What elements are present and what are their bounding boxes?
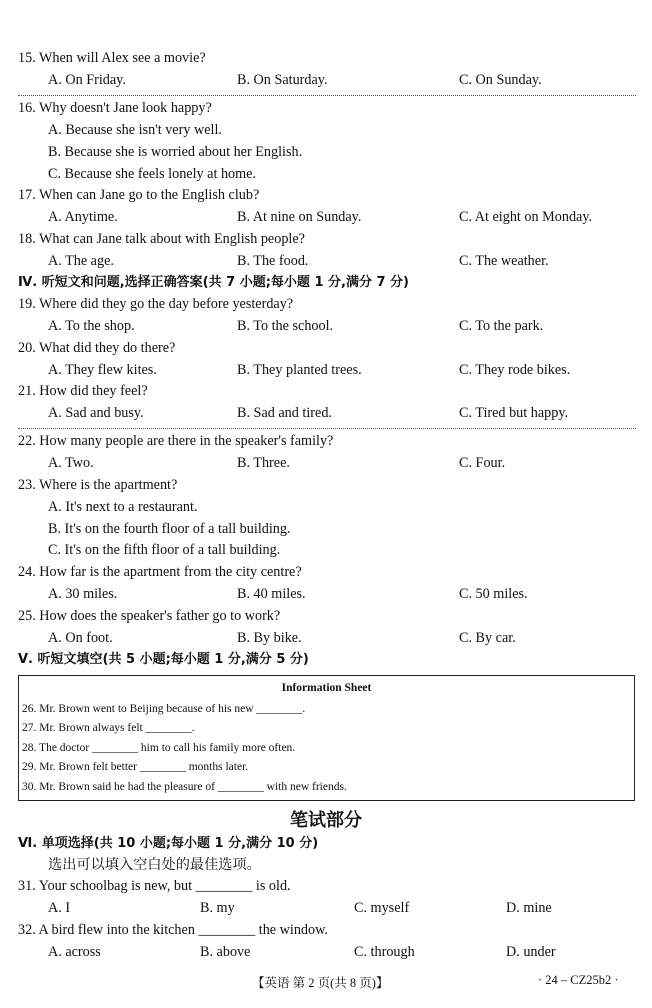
- question-23-option-c: C. It's on the fifth floor of a tall building.: [48, 542, 281, 558]
- written-part-title: 笔试部分: [290, 810, 362, 831]
- question-23-option-b: B. It's on the fourth floor of a tall building.: [48, 521, 291, 537]
- information-sheet: [18, 675, 635, 801]
- question-24-option-b: B. 40 miles.: [237, 586, 306, 602]
- question-22-option-c: C. Four.: [459, 455, 506, 471]
- question-15-option-b: B. On Saturday.: [237, 72, 328, 88]
- question-24-option-a: A. 30 miles.: [48, 586, 118, 602]
- question-17-option-b: B. At nine on Sunday.: [237, 209, 362, 225]
- question-19-option-b: B. To the school.: [237, 318, 334, 334]
- question-32-stem: 32. A bird flew into the kitchen ________ the window.: [18, 922, 328, 938]
- question-31-option-d: D. mine: [506, 900, 552, 916]
- question-31-option-a: A. I: [48, 900, 71, 916]
- info-line-26: 26. Mr. Brown went to Beijing because of his new ________.: [22, 703, 306, 715]
- information-sheet-title: Information Sheet: [281, 682, 372, 694]
- question-22-stem: 22. How many people are there in the speaker's family?: [18, 433, 334, 449]
- divider: [18, 95, 636, 96]
- question-32-option-b: B. above: [200, 944, 251, 960]
- question-25-option-b: B. By bike.: [237, 630, 302, 646]
- question-24-stem: 24. How far is the apartment from the city centre?: [18, 564, 302, 580]
- question-25-stem: 25. How does the speaker's father go to work?: [18, 608, 281, 624]
- question-32-option-a: A. across: [48, 944, 101, 960]
- info-line-29: 29. Mr. Brown felt better ________ months later.: [22, 761, 249, 773]
- question-32-option-d: D. under: [506, 944, 556, 960]
- question-22-option-b: B. Three.: [237, 455, 290, 471]
- question-20-stem: 20. What did they do there?: [18, 340, 176, 356]
- question-16-option-c: C. Because she feels lonely at home.: [48, 166, 257, 182]
- question-18-option-c: C. The weather.: [459, 253, 549, 269]
- section-6-heading: Ⅵ. 单项选择(共 10 小题;每小题 1 分,满分 10 分): [18, 836, 319, 851]
- question-15-option-a: A. On Friday.: [48, 72, 126, 88]
- question-20-option-a: A. They flew kites.: [48, 362, 157, 378]
- question-19-option-a: A. To the shop.: [48, 318, 135, 334]
- question-18-option-a: A. The age.: [48, 253, 114, 269]
- question-25-option-c: C. By car.: [459, 630, 516, 646]
- question-20-option-b: B. They planted trees.: [237, 362, 362, 378]
- question-24-option-c: C. 50 miles.: [459, 586, 528, 602]
- question-21-stem: 21. How did they feel?: [18, 383, 148, 399]
- question-32-option-c: C. through: [354, 944, 415, 960]
- question-23-stem: 23. Where is the apartment?: [18, 477, 178, 493]
- question-22-option-a: A. Two.: [48, 455, 94, 471]
- question-17-option-a: A. Anytime.: [48, 209, 118, 225]
- question-25-option-a: A. On foot.: [48, 630, 113, 646]
- page-footer-code: · 24 – CZ25b2 ·: [538, 973, 619, 987]
- question-21-option-a: A. Sad and busy.: [48, 405, 144, 421]
- question-16-option-a: A. Because she isn't very well.: [48, 122, 222, 138]
- question-20-option-c: C. They rode bikes.: [459, 362, 571, 378]
- info-line-27: 27. Mr. Brown always felt ________.: [22, 722, 195, 734]
- question-19-stem: 19. Where did they go the day before yesterday?: [18, 296, 294, 312]
- question-17-option-c: C. At eight on Monday.: [459, 209, 593, 225]
- question-31-option-c: C. myself: [354, 900, 410, 916]
- question-18-stem: 18. What can Jane talk about with English people?: [18, 231, 305, 247]
- section-4-heading: Ⅳ. 听短文和问题,选择正确答案(共 7 小题;每小题 1 分,满分 7 分): [18, 275, 409, 290]
- question-19-option-c: C. To the park.: [459, 318, 544, 334]
- question-31-stem: 31. Your schoolbag is new, but ________ is old.: [18, 878, 291, 894]
- info-line-30: 30. Mr. Brown said he had the pleasure of ________ with new friends.: [22, 781, 347, 793]
- page-footer-label: 【英语 第 2 页(共 8 页)】: [252, 976, 389, 990]
- question-16-stem: 16. Why doesn't Jane look happy?: [18, 100, 212, 116]
- question-21-option-b: B. Sad and tired.: [237, 405, 332, 421]
- question-31-option-b: B. my: [200, 900, 235, 916]
- question-23-option-a: A. It's next to a restaurant.: [48, 499, 198, 515]
- question-15-option-c: C. On Sunday.: [459, 72, 542, 88]
- section-5-heading: Ⅴ. 听短文填空(共 5 小题;每小题 1 分,满分 5 分): [18, 652, 309, 667]
- question-15-stem: 15. When will Alex see a movie?: [18, 50, 206, 66]
- divider: [18, 428, 636, 429]
- question-21-option-c: C. Tired but happy.: [459, 405, 569, 421]
- section-6-instruction: 选出可以填入空白处的最佳选项。: [48, 857, 261, 873]
- info-line-28: 28. The doctor ________ him to call his family more often.: [22, 742, 296, 754]
- question-18-option-b: B. The food.: [237, 253, 309, 269]
- question-17-stem: 17. When can Jane go to the English club?: [18, 187, 260, 203]
- question-16-option-b: B. Because she is worried about her English.: [48, 144, 303, 160]
